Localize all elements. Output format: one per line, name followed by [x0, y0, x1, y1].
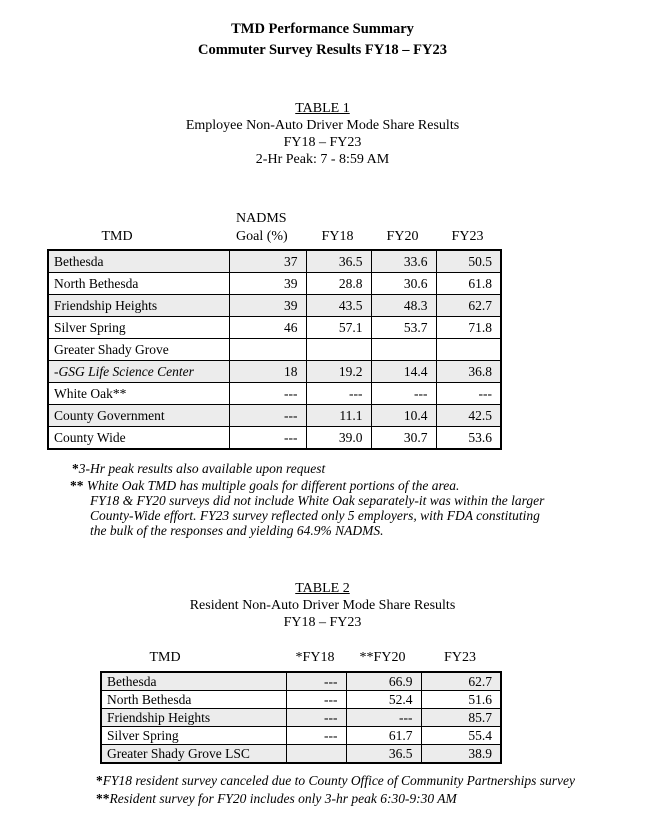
- cell-goal: 39: [229, 273, 306, 295]
- table2-col-header-fy20: **FY20: [359, 650, 406, 665]
- table1-footnote: [90, 508, 540, 523]
- table1-col-header-goal: [236, 210, 288, 246]
- table1-col-header-tmd: TMD: [101, 229, 133, 244]
- footnote-marker: *: [96, 773, 103, 788]
- table-row: [48, 405, 501, 427]
- table2-period: FY18 – FY23: [283, 615, 362, 630]
- cell-tmd: County Wide: [48, 427, 229, 450]
- table-row: [48, 339, 501, 361]
- footnote-text: FY18 & FY20 surveys did not include White Oak separately-it was within the larger: [90, 493, 545, 508]
- cell-fy23: 36.8: [436, 361, 501, 383]
- cell-fy18: ---: [286, 709, 346, 727]
- table1-subtitle: Employee Non-Auto Driver Mode Share Results: [185, 118, 460, 133]
- cell-tmd: Greater Shady Grove LSC: [101, 745, 286, 764]
- cell-fy20: [371, 339, 436, 361]
- cell-fy23: 38.9: [421, 745, 501, 764]
- cell-tmd: County Government: [48, 405, 229, 427]
- footnote-text: the bulk of the responses and yielding 64.9% NADMS.: [90, 523, 384, 538]
- cell-fy23: [436, 339, 501, 361]
- footnote-text: Resident survey for FY20 includes only 3-hr peak 6:30-9:30 AM: [109, 791, 457, 806]
- cell-tmd: Silver Spring: [101, 727, 286, 745]
- cell-fy18: 36.5: [306, 250, 371, 273]
- cell-fy23: 71.8: [436, 317, 501, 339]
- cell-fy20: 66.9: [346, 672, 421, 691]
- cell-fy20: 33.6: [371, 250, 436, 273]
- table1-peak: 2-Hr Peak: 7 - 8:59 AM: [255, 152, 390, 167]
- cell-goal: 18: [229, 361, 306, 383]
- table2: [100, 671, 502, 764]
- footnote-text: County-Wide effort. FY23 survey reflected only 5 employers, with FDA constituting: [90, 508, 540, 523]
- table2-label: TABLE 2: [295, 581, 350, 596]
- table1-heading: [0, 100, 645, 168]
- cell-fy18: 43.5: [306, 295, 371, 317]
- cell-fy18: 57.1: [306, 317, 371, 339]
- cell-fy23: 55.4: [421, 727, 501, 745]
- cell-fy18: ---: [286, 691, 346, 709]
- cell-tmd: Friendship Heights: [101, 709, 286, 727]
- cell-fy23: ---: [436, 383, 501, 405]
- cell-fy18: 39.0: [306, 427, 371, 450]
- table1-col-header-goal-line2: Goal (%): [236, 229, 288, 244]
- table2-col-header-fy23: FY23: [444, 650, 476, 665]
- cell-fy20: 48.3: [371, 295, 436, 317]
- cell-fy23: 62.7: [436, 295, 501, 317]
- table1-col-header-goal-line1: NADMS: [236, 211, 287, 226]
- footnote-text: 3-Hr peak results also available upon request: [78, 461, 326, 476]
- cell-fy23: 85.7: [421, 709, 501, 727]
- table2-footnote: [96, 773, 575, 788]
- cell-fy18: ---: [286, 672, 346, 691]
- table-row: [48, 361, 501, 383]
- table-row: [101, 691, 501, 709]
- footnote-text: FY18 resident survey canceled due to County Office of Community Partnerships survey: [102, 773, 576, 788]
- cell-tmd: Friendship Heights: [48, 295, 229, 317]
- footnote-marker: *: [72, 461, 79, 476]
- table-row: [48, 273, 501, 295]
- cell-goal: 37: [229, 250, 306, 273]
- title-line-1: TMD Performance Summary: [231, 21, 414, 37]
- cell-fy18: ---: [306, 383, 371, 405]
- cell-tmd: North Bethesda: [48, 273, 229, 295]
- table1-footnote: [90, 493, 544, 508]
- title-line-2: Commuter Survey Results FY18 – FY23: [197, 42, 448, 58]
- footnote-marker: **: [96, 791, 110, 806]
- cell-fy20: 30.7: [371, 427, 436, 450]
- table1-period: FY18 – FY23: [283, 135, 362, 150]
- cell-fy20: 53.7: [371, 317, 436, 339]
- cell-fy18: 28.8: [306, 273, 371, 295]
- table1-col-header-fy18: FY18: [321, 229, 354, 244]
- cell-goal: ---: [229, 383, 306, 405]
- cell-fy20: 14.4: [371, 361, 436, 383]
- table-row: [101, 745, 501, 764]
- table-row: [48, 317, 501, 339]
- table-row: [101, 727, 501, 745]
- cell-fy23: 61.8: [436, 273, 501, 295]
- table1-label: TABLE 1: [295, 101, 350, 116]
- cell-goal: ---: [229, 405, 306, 427]
- table2-footnote: [96, 791, 457, 806]
- cell-fy20: 36.5: [346, 745, 421, 764]
- table1-footnote: [90, 523, 383, 538]
- cell-fy20: 10.4: [371, 405, 436, 427]
- cell-goal: 39: [229, 295, 306, 317]
- cell-fy18: 19.2: [306, 361, 371, 383]
- cell-goal: ---: [229, 427, 306, 450]
- cell-tmd: North Bethesda: [101, 691, 286, 709]
- cell-fy18: 11.1: [306, 405, 371, 427]
- cell-fy18: ---: [286, 727, 346, 745]
- cell-fy18: [286, 745, 346, 764]
- table-row: [48, 427, 501, 450]
- document-title: [0, 19, 645, 61]
- cell-goal: 46: [229, 317, 306, 339]
- table1-col-header-fy20: FY20: [386, 229, 419, 244]
- table1: [47, 249, 502, 450]
- cell-fy20: 61.7: [346, 727, 421, 745]
- cell-fy23: 42.5: [436, 405, 501, 427]
- cell-tmd: -GSG Life Science Center: [48, 361, 229, 383]
- cell-fy20: ---: [371, 383, 436, 405]
- cell-fy20: 52.4: [346, 691, 421, 709]
- table2-col-header-tmd: TMD: [149, 650, 181, 665]
- table1-footnote: [70, 478, 459, 493]
- table-row: [48, 383, 501, 405]
- cell-fy23: 51.6: [421, 691, 501, 709]
- cell-fy23: 62.7: [421, 672, 501, 691]
- cell-fy23: 50.5: [436, 250, 501, 273]
- cell-tmd: Bethesda: [101, 672, 286, 691]
- table-row: [101, 672, 501, 691]
- cell-tmd: Silver Spring: [48, 317, 229, 339]
- footnote-marker: **: [70, 478, 84, 493]
- cell-fy20: ---: [346, 709, 421, 727]
- cell-fy20: 30.6: [371, 273, 436, 295]
- table1-col-header-fy23: FY23: [451, 229, 484, 244]
- cell-fy18: [306, 339, 371, 361]
- table1-footnote: [72, 461, 325, 476]
- cell-tmd: Bethesda: [48, 250, 229, 273]
- cell-goal: [229, 339, 306, 361]
- table-row: [101, 709, 501, 727]
- footnote-text: White Oak TMD has multiple goals for different portions of the area.: [83, 478, 460, 493]
- table-row: [48, 295, 501, 317]
- table2-heading: [0, 580, 645, 631]
- table2-col-header-fy18: *FY18: [295, 650, 335, 665]
- table-row: [48, 250, 501, 273]
- cell-tmd: White Oak**: [48, 383, 229, 405]
- table2-subtitle: Resident Non-Auto Driver Mode Share Results: [189, 598, 456, 613]
- cell-tmd: Greater Shady Grove: [48, 339, 229, 361]
- cell-fy23: 53.6: [436, 427, 501, 450]
